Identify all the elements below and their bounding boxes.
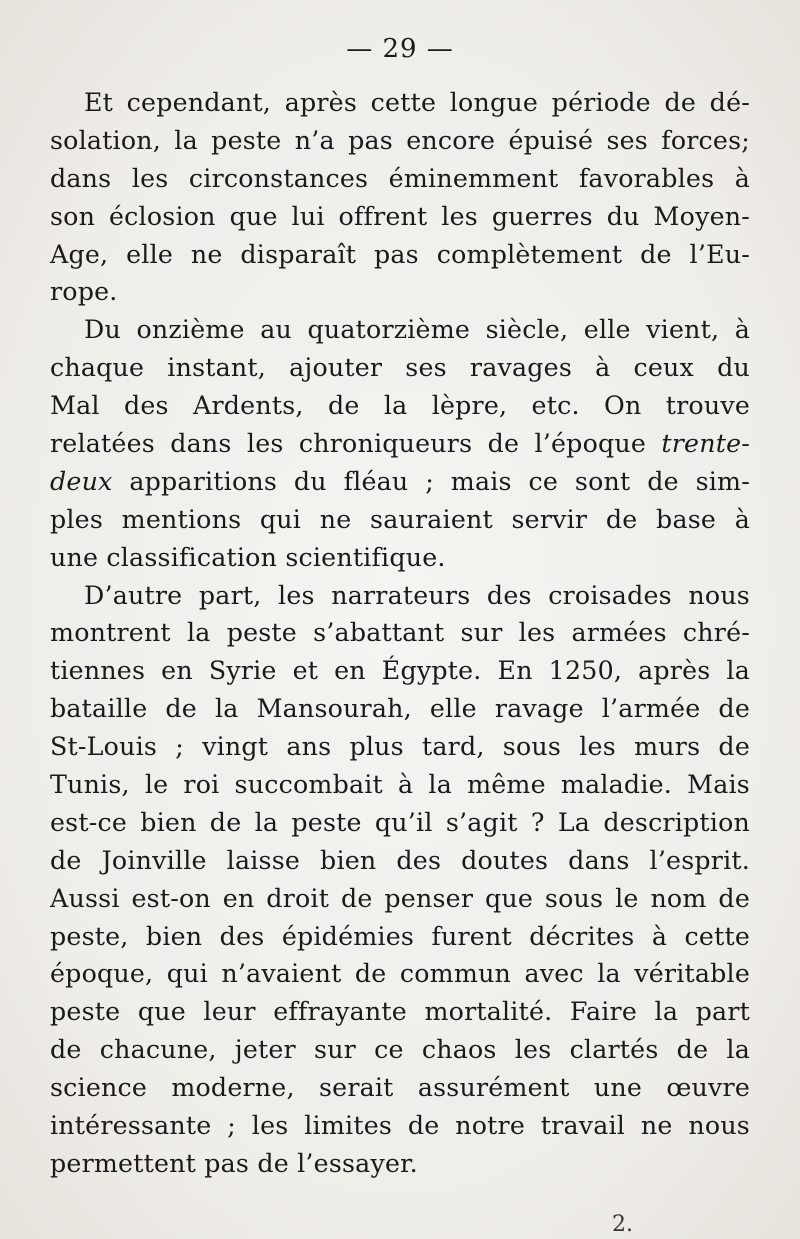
text-line: deux apparitions du fléau ; mais ce sont de sim- bbox=[50, 466, 750, 496]
text-line: Et cependant, après cette longue période de dé- bbox=[84, 88, 750, 117]
text-line: époque, qui n’avaient de commun avec la véritable bbox=[50, 959, 750, 989]
text-line: tiennes en Syrie et en Égypte. En 1250, après la bbox=[50, 656, 750, 686]
text-line: chaque instant, ajouter ses ravages à ceux du bbox=[50, 353, 750, 383]
text-line: St-Louis ; vingt ans plus tard, sous les murs de bbox=[50, 732, 750, 762]
text-line: ples mentions qui ne sauraient servir de base à bbox=[50, 504, 750, 534]
text-line: intéressante ; les limites de notre travail ne nous bbox=[50, 1111, 750, 1141]
text-line: de Joinville laisse bien des doutes dans l’esprit. bbox=[50, 845, 750, 875]
text-line: peste que leur effrayante mortalité. Faire la part bbox=[50, 997, 750, 1027]
text-line: relatées dans les chroniqueurs de l’époque trente- bbox=[50, 429, 750, 459]
text-line: de chacune, jeter sur ce chaos les clartés de la bbox=[50, 1035, 750, 1065]
text-line: solation, la peste n’a pas encore épuisé ses forces; bbox=[50, 125, 750, 155]
text-line: Aussi est-on en droit de penser que sous le nom de bbox=[50, 883, 750, 913]
signature-mark: 2. bbox=[612, 1212, 633, 1237]
text-line: peste, bien des épidémies furent décrites à cette bbox=[50, 921, 750, 951]
page-number: — 29 — bbox=[346, 34, 454, 64]
text-line: Du onzième au quatorzième siècle, elle vient, à bbox=[84, 315, 750, 345]
text-line: D’autre part, les narrateurs des croisades nous bbox=[84, 580, 750, 610]
text-line: Age, elle ne disparaît pas complètement de l’Eu- bbox=[50, 239, 750, 269]
text-line: une classification scientifique. bbox=[50, 542, 446, 572]
text-line: permettent pas de l’essayer. bbox=[50, 1148, 418, 1178]
text-line: dans les circonstances éminemment favorables à bbox=[50, 163, 750, 193]
text-line: science moderne, serait assurément une œuvre bbox=[50, 1073, 750, 1103]
text-line: bataille de la Mansourah, elle ravage l’armée de bbox=[50, 694, 750, 724]
body-text bbox=[50, 84, 750, 1183]
text-line: Mal des Ardents, de la lèpre, etc. On trouve bbox=[50, 391, 750, 421]
text-line: son éclosion que lui offrent les guerres du Moyen- bbox=[50, 201, 750, 231]
text-line: rope. bbox=[50, 277, 118, 307]
text-line: Tunis, le roi succombait à la même maladie. Mais bbox=[50, 770, 750, 800]
text-line: est-ce bien de la peste qu’il s’agit ? La description bbox=[50, 807, 750, 837]
text-line: montrent la peste s’abattant sur les armées chré- bbox=[50, 618, 750, 648]
